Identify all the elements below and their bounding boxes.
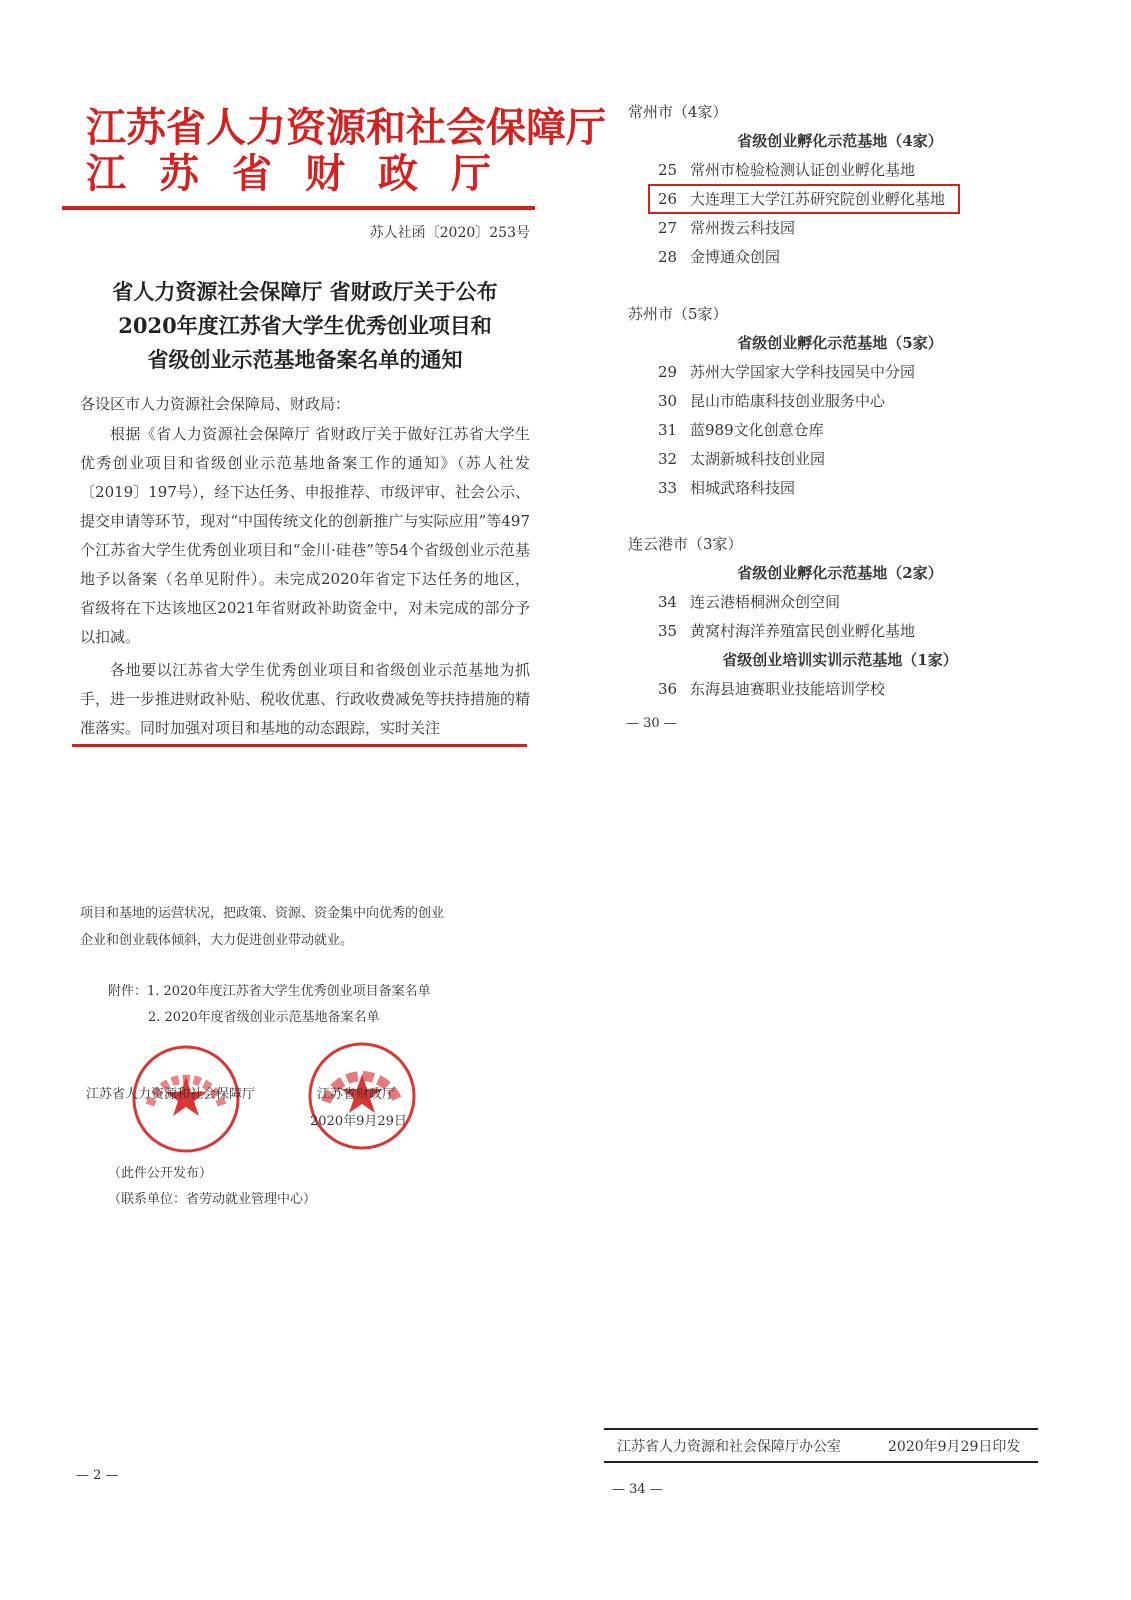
city-heading-changzhou: 常州市（4家） bbox=[628, 103, 728, 121]
list-item bbox=[658, 159, 915, 180]
item-name: 常州市检验检测认证创业孵化基地 bbox=[690, 161, 916, 179]
category-heading: 省级创业孵化示范基地（4家） bbox=[737, 132, 943, 150]
list-item bbox=[658, 591, 840, 612]
imprint-date: 2020年9月29日印发 bbox=[888, 1439, 1021, 1455]
list-item bbox=[658, 477, 795, 498]
item-name: 昆山市皓康科技创业服务中心 bbox=[690, 392, 886, 410]
category-heading: 省级创业孵化示范基地（5家） bbox=[737, 334, 943, 352]
attachment-line-1: 附件：1. 2020年度江苏省大学生优秀创业项目备案名单 bbox=[108, 984, 431, 999]
contact-note: （联系单位：省劳动就业管理中心） bbox=[108, 1192, 317, 1207]
item-number: 31 bbox=[658, 421, 678, 439]
imprint-rule-bottom bbox=[604, 1461, 1038, 1463]
list-item bbox=[658, 217, 795, 238]
item-number: 30 bbox=[658, 392, 678, 410]
item-name: 金博通众创园 bbox=[690, 248, 781, 266]
page-number-left: — 2 — bbox=[76, 1468, 119, 1483]
item-name: 东海县迪赛职业技能培训学校 bbox=[690, 680, 886, 698]
letterhead-org-2: 江苏省财政厅 bbox=[86, 150, 524, 197]
item-number: 28 bbox=[658, 248, 678, 266]
item-name: 太湖新城科技创业园 bbox=[690, 450, 826, 468]
title-line-3: 省级创业示范基地备案名单的通知 bbox=[147, 347, 463, 372]
title-line-1: 省人力资源社会保障厅 省财政厅关于公布 bbox=[112, 279, 498, 304]
item-name: 连云港梧桐洲众创空间 bbox=[690, 593, 841, 611]
salutation: 各设区市人力资源社会保障局、财政局： bbox=[80, 395, 351, 413]
page-number-34: — 34 — bbox=[612, 1482, 663, 1497]
item-name: 苏州大学国家大学科技园吴中分园 bbox=[690, 363, 916, 381]
list-item bbox=[658, 448, 825, 469]
item-number: 25 bbox=[658, 161, 678, 179]
item-number: 35 bbox=[658, 622, 678, 640]
item-name: 黄窝村海洋养殖富民创业孵化基地 bbox=[690, 622, 916, 640]
item-number: 33 bbox=[658, 479, 678, 497]
sign-date: 2020年9月29日 bbox=[310, 1114, 407, 1129]
item-number: 36 bbox=[658, 680, 678, 698]
list-item bbox=[658, 246, 780, 267]
item-number: 34 bbox=[658, 593, 678, 611]
signer-finance: 江苏省财政厅 bbox=[317, 1087, 396, 1102]
item-number: 26 bbox=[658, 190, 678, 208]
imprint-rule-top bbox=[604, 1428, 1038, 1430]
publication-note: （此件公开发布） bbox=[108, 1166, 213, 1181]
body-paragraph-2: 各地要以江苏省大学生优秀创业项目和省级创业示范基地为抓手，进一步推进财政补贴、税收优惠、行政收费减免等扶持措施的精准落实。同时加强对项目和基地的动态跟踪，实时关注 bbox=[80, 661, 531, 737]
continuation-line-1: 项目和基地的运营状况，把政策、资源、资金集中向优秀的创业 bbox=[80, 906, 445, 921]
continuation-line-2: 企业和创业载体倾斜，大力促进创业带动就业。 bbox=[80, 933, 354, 948]
list-item bbox=[658, 678, 885, 699]
body-paragraph-1: 根据《省人力资源社会保障厅 省财政厅关于做好江苏省大学生优秀创业项目和省级创业示范基地备案工作的通知》（苏人社发〔2019〕197号），经下达任务、申报推荐、市级评审、社会公示、提交申请等环节，现对“中国传统文化的创新推广与实际应用”等497个江苏省大学生优秀创业项目和“金川·硅巷”等54个省级创业示范基地予以备案（名单见附件）。未完成2020年省定下达任务的地区，省级将在下达该地区2021年省财政补助资金中，对未完成的部分予以扣减。 bbox=[80, 425, 530, 646]
attachment-line-2: 2. 2020年度省级创业示范基地备案名单 bbox=[148, 1010, 380, 1025]
page-number-30: — 30 — bbox=[626, 716, 677, 731]
page-bottom-red-rule bbox=[72, 744, 527, 747]
letterhead-red-rule bbox=[62, 206, 535, 210]
signer-hrss: 江苏省人力资源和社会保障厅 bbox=[86, 1087, 256, 1102]
document-number: 苏人社函〔2020〕253号 bbox=[369, 225, 530, 241]
list-item bbox=[658, 419, 824, 440]
imprint-office: 江苏省人力资源和社会保障厅办公室 bbox=[617, 1439, 841, 1455]
category-heading: 省级创业培训实训示范基地（1家） bbox=[722, 651, 958, 669]
title-line-2: 2020年度江苏省大学生优秀创业项目和 bbox=[118, 313, 492, 338]
item-name: 大连理工大学江苏研究院创业孵化基地 bbox=[690, 190, 946, 208]
city-heading-suzhou: 苏州市（5家） bbox=[628, 305, 728, 323]
letterhead-org-1: 江苏省人力资源和社会保障厅 bbox=[86, 104, 606, 151]
list-item-highlighted bbox=[658, 188, 945, 209]
item-name: 蓝989文化创意仓库 bbox=[690, 421, 824, 439]
item-number: 27 bbox=[658, 219, 678, 237]
item-name: 常州拨云科技园 bbox=[690, 219, 796, 237]
item-number: 29 bbox=[658, 363, 678, 381]
category-heading: 省级创业孵化示范基地（2家） bbox=[737, 564, 943, 582]
item-number: 32 bbox=[658, 450, 678, 468]
list-item bbox=[658, 390, 885, 411]
list-item bbox=[658, 361, 915, 382]
city-heading-lianyungang: 连云港市（3家） bbox=[628, 535, 743, 553]
item-name: 相城武珞科技园 bbox=[690, 479, 796, 497]
list-item bbox=[658, 620, 915, 641]
